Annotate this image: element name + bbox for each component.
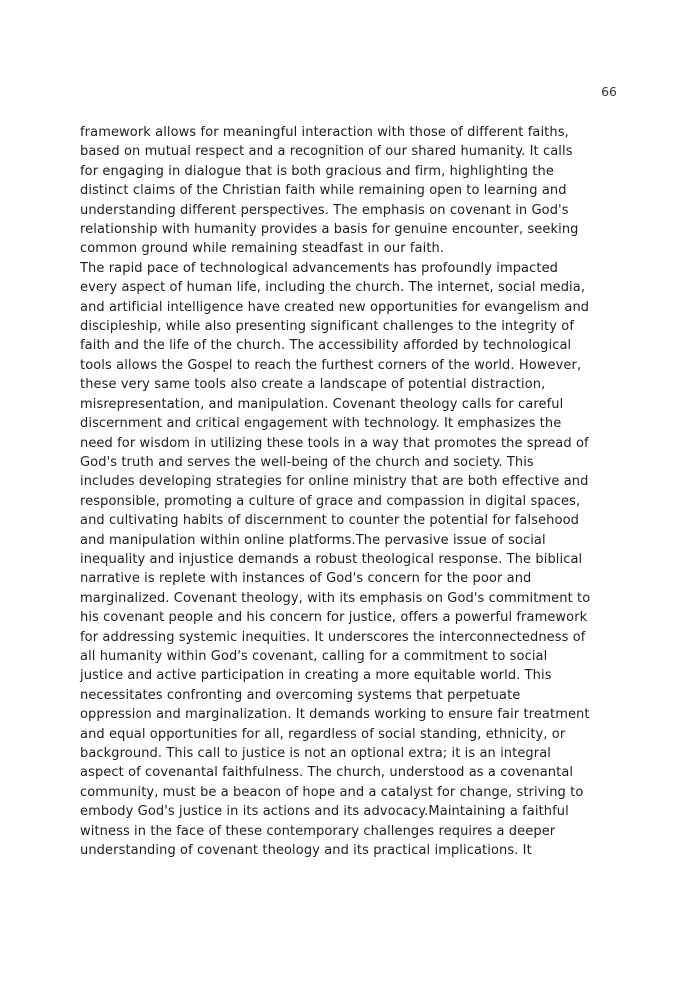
text-line: every aspect of human life, including the church. The internet, social media, xyxy=(80,280,586,296)
text-line: responsible, promoting a culture of grace and compassion in digital spaces, xyxy=(80,493,581,509)
text-line: God's truth and serves the well-being of the church and society. This xyxy=(80,454,534,470)
text-line: witness in the face of these contemporary challenges requires a deeper xyxy=(80,823,556,839)
text-line: for engaging in dialogue that is both gracious and firm, highlighting the xyxy=(80,163,554,179)
text-line: and cultivating habits of discernment to counter the potential for falsehood xyxy=(80,513,579,529)
text-line: understanding of covenant theology and its practical implications. It xyxy=(80,843,532,859)
text-line: discernment and critical engagement with technology. It emphasizes the xyxy=(80,416,562,432)
text-line: background. This call to justice is not an optional extra; it is an integral xyxy=(80,746,552,761)
text-line: understanding different perspectives. The emphasis on covenant in God's xyxy=(80,202,569,218)
text-line: for addressing systemic inequities. It underscores the interconnectedness of xyxy=(80,629,586,645)
text-line: all humanity within God's covenant, calling for a commitment to social xyxy=(80,648,548,664)
text-line: and artificial intelligence have created new opportunities for evangelism and xyxy=(80,299,590,315)
text-line: embody God's justice in its actions and its advocacy.Maintaining a faithful xyxy=(80,804,569,820)
text-line: narrative is replete with instances of God's concern for the poor and xyxy=(80,571,532,587)
text-line: The rapid pace of technological advancements has profoundly impacted xyxy=(80,260,559,276)
text-line: necessitates confronting and overcoming systems that perpetuate xyxy=(80,687,521,703)
text-line: oppression and marginalization. It demands working to ensure fair treatment xyxy=(80,707,590,723)
text-line: need for wisdom in utilizing these tools in a way that promotes the spread of xyxy=(80,435,589,451)
text-line: marginalized. Covenant theology, with its emphasis on God's commitment to xyxy=(80,590,591,606)
text-line: his covenant people and his concern for justice, offers a powerful framework xyxy=(80,610,588,626)
text-line: relationship with humanity provides a basis for genuine encounter, seeking xyxy=(80,222,579,238)
text-line: faith and the life of the church. The accessibility afforded by technological xyxy=(80,338,572,354)
text-line: framework allows for meaningful interaction with those of different faiths, xyxy=(80,125,569,140)
text-line: common ground while remaining steadfast in our faith. xyxy=(80,241,445,257)
text-line: and equal opportunities for all, regardless of social standing, ethnicity, or xyxy=(80,726,566,742)
text-line: community, must be a beacon of hope and a catalyst for change, striving to xyxy=(80,784,584,800)
text-line: justice and active participation in creating a more equitable world. This xyxy=(80,668,552,684)
text-line: inequality and injustice demands a robust theological response. The biblical xyxy=(80,551,583,567)
document-body xyxy=(80,123,642,860)
text-line: aspect of covenantal faithfulness. The church, understood as a covenantal xyxy=(80,765,574,781)
text-line: based on mutual respect and a recognition of our shared humanity. It calls xyxy=(80,144,573,160)
text-line: discipleship, while also presenting significant challenges to the integrity of xyxy=(80,319,574,335)
text-line: includes developing strategies for online ministry that are both effective and xyxy=(80,474,589,490)
text-line: distinct claims of the Christian faith while remaining open to learning and xyxy=(80,183,567,199)
text-line: and manipulation within online platforms.The pervasive issue of social xyxy=(80,532,546,548)
text-line: misrepresentation, and manipulation. Covenant theology calls for careful xyxy=(80,396,564,412)
text-line: tools allows the Gospel to reach the furthest corners of the world. However, xyxy=(80,357,582,373)
page-number: 66 xyxy=(601,84,617,99)
text-line: these very same tools also create a landscape of potential distraction, xyxy=(80,377,546,393)
